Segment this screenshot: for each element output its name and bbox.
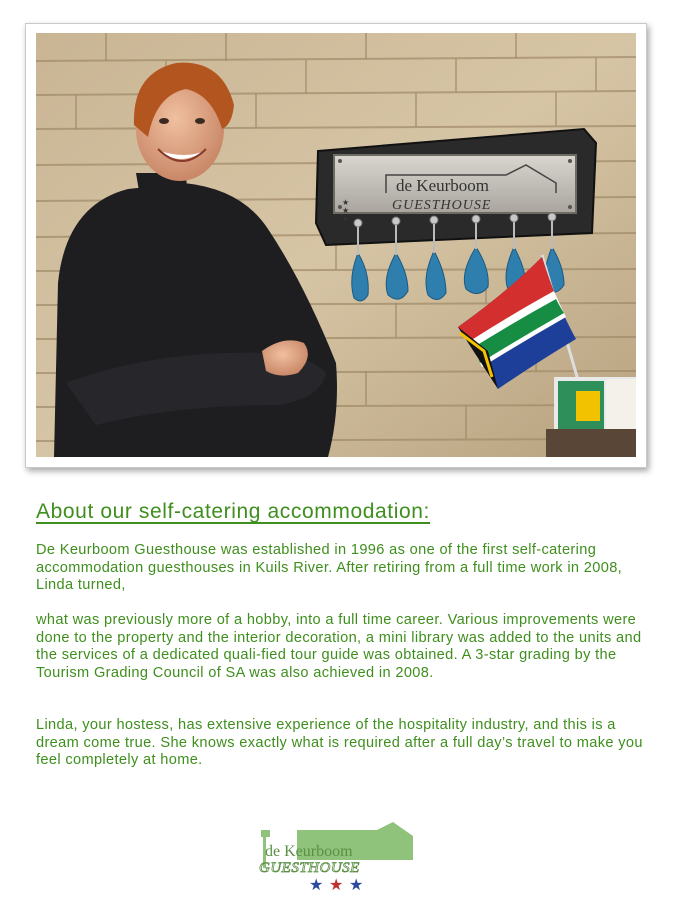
- logo-text-line2: GUESTHOUSE: [259, 860, 360, 876]
- sign-text-line1: de Keurboom: [396, 176, 490, 195]
- star-icon: ★: [309, 877, 324, 894]
- sign-text-line2: GUESTHOUSE: [392, 198, 492, 213]
- star-icon: ★: [329, 877, 344, 894]
- keurboom-logo: [253, 820, 423, 895]
- photo-frame: [25, 23, 647, 468]
- star-icon: ★: [349, 877, 364, 894]
- logo-stars: [309, 877, 363, 894]
- about-paragraph-1: De Keurboom Guesthouse was established in 1996 as one of the first self-catering accommodation guesthouses in Kuils River. After retiring from a full time work in 2008, Linda turned,: [36, 542, 623, 593]
- about-paragraph-2: what was previously more of a hobby, into a full time career. Various improvements were done to the property and the interior decoration, a mini library was added to the units and the services of a dedicated quali-fied tour guide was obtained. A 3-star grading by the Tourism Grading Council of SA was also achieved in 2008.: [36, 612, 642, 681]
- hostess-photo: [36, 33, 636, 457]
- about-paragraph-3: Linda, your hostess, has extensive experience of the hospitality industry, and this is a dream come true. She knows exactly what is required after a full day’s travel to make you feel completely at home.: [36, 717, 643, 768]
- about-heading: About our self-catering accommodation:: [36, 500, 430, 523]
- logo-text-line1: de Keurboom: [265, 843, 353, 860]
- svg-text:★★★: ★ ★ ★: [342, 198, 350, 223]
